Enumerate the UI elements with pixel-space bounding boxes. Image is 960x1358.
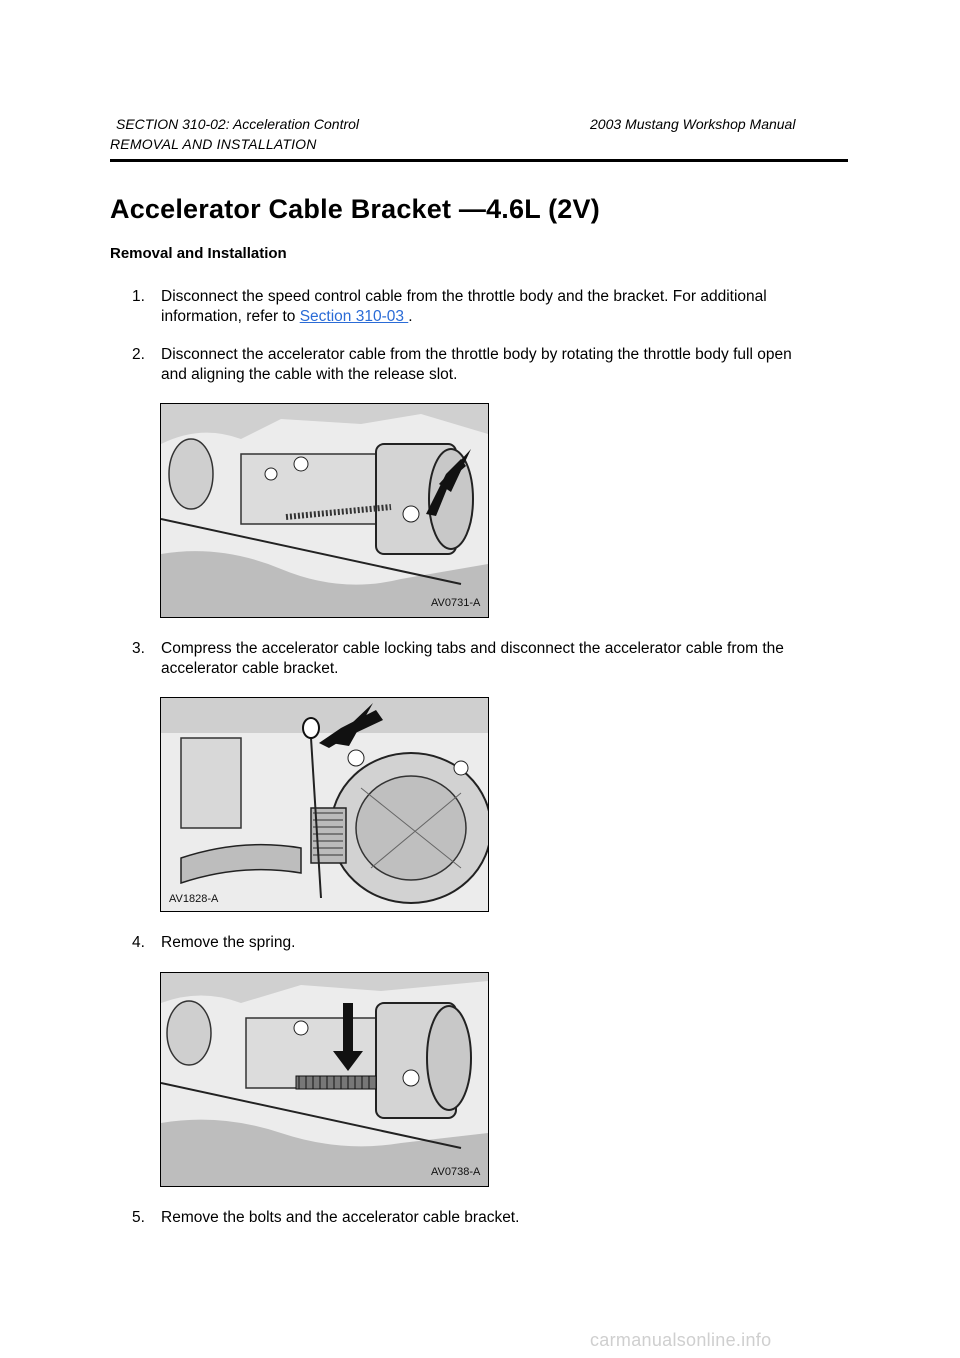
watermark: carmanualsonline.info bbox=[590, 1330, 772, 1350]
header-subtitle: REMOVAL AND INSTALLATION bbox=[110, 136, 317, 152]
step-text-suffix: . bbox=[408, 308, 413, 325]
step-line: Remove the bolts and the accelerator cable bracket. bbox=[161, 1209, 520, 1226]
figure-label: AV1828-A bbox=[169, 893, 219, 905]
section-310-03-link[interactable]: Section 310-03 bbox=[299, 308, 409, 325]
step-number: 1. bbox=[132, 288, 145, 305]
step-line: Compress the accelerator cable locking tabs and disconnect the accelerator cable from the bbox=[161, 640, 784, 657]
step-text bbox=[161, 345, 841, 385]
cable-bracket-illustration bbox=[161, 698, 488, 911]
step-line: Disconnect the speed control cable from the throttle body and the bracket. For additional bbox=[161, 288, 767, 305]
step-number: 3. bbox=[132, 640, 145, 657]
step-text-prefix: information, refer to bbox=[161, 308, 300, 325]
step-text bbox=[161, 287, 841, 327]
subheading: Removal and Installation bbox=[110, 245, 287, 262]
step-text bbox=[161, 639, 841, 679]
figure-av1828 bbox=[160, 697, 489, 912]
step-text bbox=[161, 1208, 841, 1228]
figure-label: AV0731-A bbox=[431, 597, 481, 609]
step-number: 4. bbox=[132, 934, 145, 951]
figure-av0731 bbox=[160, 403, 489, 618]
spring-illustration bbox=[161, 973, 488, 1186]
page-title: Accelerator Cable Bracket —4.6L (2V) bbox=[110, 194, 600, 224]
step-line: and aligning the cable with the release slot. bbox=[161, 366, 458, 383]
header-rule bbox=[110, 159, 848, 162]
step-line bbox=[161, 307, 841, 327]
step-line: Disconnect the accelerator cable from the throttle body by rotating the throttle body full open bbox=[161, 346, 792, 363]
header-section: SECTION 310-02: Acceleration Control bbox=[116, 116, 360, 132]
step-number: 2. bbox=[132, 346, 145, 363]
step-line: Remove the spring. bbox=[161, 934, 296, 951]
step-text bbox=[161, 933, 841, 953]
figure-label: AV0738-A bbox=[431, 1166, 481, 1178]
throttle-body-illustration bbox=[161, 404, 488, 617]
step-line: accelerator cable bracket. bbox=[161, 660, 339, 677]
header-manual-title: 2003 Mustang Workshop Manual bbox=[590, 116, 796, 132]
figure-av0738 bbox=[160, 972, 489, 1187]
step-number: 5. bbox=[132, 1209, 145, 1226]
